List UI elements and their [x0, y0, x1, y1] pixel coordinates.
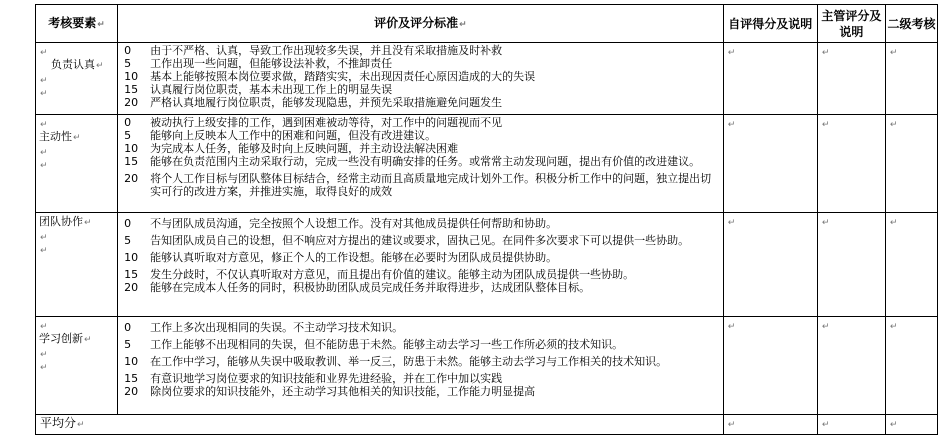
- return-mark-icon: ↵: [40, 233, 48, 243]
- section-name-cell: [36, 43, 118, 115]
- criteria-score: 0: [124, 44, 132, 57]
- criteria-text: 由于不严格、认真，导致工作出现较多失误，并且没有采取措施及时补救: [150, 44, 503, 57]
- return-mark-icon: ↵: [889, 322, 898, 332]
- section-row: [36, 317, 938, 415]
- empty-line: [39, 73, 114, 86]
- criteria-score: 20: [124, 281, 139, 294]
- return-mark-icon: ↵: [40, 161, 48, 171]
- criteria-text: 严格认真地履行岗位职责，能够发现隐患，并预先采取措施避免问题发生: [150, 96, 503, 109]
- criteria-line: [124, 129, 721, 142]
- supervisor-score-cell[interactable]: [817, 317, 885, 415]
- return-mark-icon: ↵: [821, 420, 830, 430]
- criteria-score: 15: [124, 155, 139, 168]
- criteria-line: [124, 251, 721, 264]
- empty-line: [39, 243, 114, 256]
- header-self-text: 自评得分及说明: [728, 16, 813, 31]
- return-mark-icon: ↵: [889, 420, 898, 430]
- average-label: 平均分: [40, 416, 77, 430]
- section-name-text: 负责认真: [51, 58, 95, 71]
- supervisor-score-cell[interactable]: [817, 43, 885, 115]
- return-mark-icon: ↵: [40, 363, 48, 373]
- section-name-text: 主动性: [39, 130, 72, 143]
- return-mark-icon: ↵: [821, 120, 830, 130]
- criteria-line: [124, 57, 721, 70]
- header-criteria-text: 评价及评分标准: [374, 15, 459, 30]
- return-mark-icon: ↵: [97, 19, 105, 30]
- return-mark-icon: ↵: [821, 48, 830, 58]
- return-mark-icon: ↵: [77, 420, 85, 430]
- return-mark-icon: ↵: [821, 218, 830, 228]
- criteria-text: 不与团队成员沟通，完全按照个人设想工作。没有对其他成员提供任何帮助和协助。: [150, 217, 558, 230]
- criteria-text: 基本上能够按照本岗位要求做，踏踏实实，未出现因责任心原因造成的大的失误: [150, 70, 536, 83]
- criteria-line: [124, 268, 721, 281]
- criteria-score: 15: [124, 83, 139, 96]
- criteria-score: 0: [124, 321, 132, 334]
- section-row: [36, 115, 938, 213]
- criteria-line: [124, 172, 721, 198]
- evaluation-table: [35, 4, 938, 435]
- criteria-text: 工作上能够不出现相同的失误，但不能防患于未然。能够主动去学习一些工作所必须的技术知识。: [150, 338, 624, 351]
- return-mark-icon: ↵: [727, 48, 736, 58]
- supervisor-average-cell[interactable]: [817, 415, 885, 435]
- return-mark-icon: ↵: [40, 322, 48, 332]
- secondary-score-cell[interactable]: [885, 43, 937, 115]
- header-element: [36, 5, 118, 43]
- secondary-score-cell[interactable]: [885, 317, 937, 415]
- criteria-text: 工作上多次出现相同的失误。不主动学习技术知识。: [150, 321, 404, 334]
- criteria-line: [124, 96, 721, 109]
- section-row: [36, 43, 938, 115]
- criteria-line: [124, 321, 721, 334]
- return-mark-icon: ↵: [40, 48, 48, 58]
- return-mark-icon: ↵: [727, 120, 736, 130]
- self-score-cell[interactable]: [723, 317, 817, 415]
- empty-line: [39, 158, 114, 171]
- criteria-line: [124, 234, 721, 247]
- header-self: [723, 5, 817, 43]
- empty-line: [39, 319, 114, 332]
- criteria-line: [124, 44, 721, 57]
- criteria-text: 认真履行岗位职责，基本未出现工作上的明显失误: [150, 83, 393, 96]
- section-name-text: 学习创新: [39, 332, 83, 345]
- return-mark-icon: ↵: [40, 350, 48, 360]
- section-name: [39, 130, 114, 145]
- criteria-line: [124, 217, 721, 230]
- section-name-cell: [36, 115, 118, 213]
- criteria-score: 10: [124, 142, 139, 155]
- self-average-cell[interactable]: [723, 415, 817, 435]
- header-supervisor: [817, 5, 885, 43]
- section-name: [39, 332, 114, 347]
- criteria-score: 5: [124, 234, 132, 247]
- criteria-text: 发生分歧时，不仅认真听取对方意见，而且提出有价值的建议。能够主动为团队成员提供一些协助。: [150, 268, 635, 281]
- average-label-cell: [36, 415, 724, 435]
- empty-line: [39, 347, 114, 360]
- criteria-score: 10: [124, 70, 139, 83]
- return-mark-icon: ↵: [889, 48, 898, 58]
- criteria-line: [124, 338, 721, 351]
- section-name: [39, 58, 114, 73]
- section-name: [39, 215, 114, 230]
- return-mark-icon: ↵: [40, 148, 48, 158]
- return-mark-icon: ↵: [889, 218, 898, 228]
- empty-line: [39, 45, 114, 58]
- return-mark-icon: ↵: [821, 322, 830, 332]
- criteria-score: 5: [124, 57, 132, 70]
- header-element-text: 考核要素: [48, 15, 97, 30]
- criteria-text: 能够在负责范围内主动采取行动，完成一些没有明确安排的任务。或常常主动发现问题，提出有价值的改进建议。: [150, 155, 701, 168]
- criteria-text: 在工作中学习，能够从失误中吸取教训、举一反三，防患于未然。能够主动去学习与工作相关的技术知识。: [150, 355, 668, 368]
- return-mark-icon: ↵: [727, 420, 736, 430]
- criteria-text: 为完成本人任务，能够及时向上反映问题，并主动设法解决困难: [150, 142, 459, 155]
- criteria-cell: [118, 43, 724, 115]
- header-criteria: [118, 5, 724, 43]
- average-row: [36, 415, 938, 435]
- criteria-line: [124, 385, 721, 398]
- criteria-text: 被动执行上级安排的工作，遇到困难被动等待，对工作中的问题视而不见: [150, 116, 503, 129]
- return-mark-icon: ↵: [96, 61, 104, 71]
- header-secondary-text: 二级考核: [887, 16, 936, 31]
- section-name-text: 团队协作: [39, 215, 83, 228]
- criteria-score: 10: [124, 251, 139, 264]
- criteria-line: [124, 372, 721, 385]
- return-mark-icon: ↵: [40, 89, 48, 99]
- criteria-text: 能够向上反映本人工作中的困难和问题，但没有改进建议。: [150, 129, 437, 142]
- criteria-score: 20: [124, 172, 139, 185]
- header-secondary: [885, 5, 937, 43]
- criteria-score: 15: [124, 268, 139, 281]
- header-row: [36, 5, 938, 43]
- return-mark-icon: ↵: [40, 76, 48, 86]
- secondary-score-cell[interactable]: [885, 115, 937, 213]
- criteria-line: [124, 355, 721, 368]
- supervisor-score-cell[interactable]: [817, 115, 885, 213]
- criteria-line: [124, 155, 721, 168]
- return-mark-icon: ↵: [84, 218, 92, 228]
- criteria-cell: [118, 213, 724, 317]
- criteria-score: 10: [124, 355, 139, 368]
- criteria-text: 将个人工作目标与团队整体目标结合，经常主动而且高质量地完成计划外工作。积极分析工作中的问题，独立提出切实可行的改进方案，并推进实施，取得良好的成效: [150, 172, 712, 198]
- criteria-cell: [118, 115, 724, 213]
- criteria-text: 告知团队成员自己的设想，但不响应对方提出的建议或要求，固执己见。在同件多次要求下可以提供一些协助。: [150, 234, 690, 247]
- criteria-score: 0: [124, 217, 132, 230]
- criteria-text: 有意识地学习岗位要求的知识技能和业界先进经验，并在工作中加以实践: [150, 372, 503, 385]
- return-mark-icon: ↵: [40, 246, 48, 256]
- section-row: [36, 213, 938, 317]
- return-mark-icon: ↵: [727, 322, 736, 332]
- empty-line: [39, 230, 114, 243]
- header-supervisor-text: 主管评分及说明: [821, 8, 882, 39]
- section-name-cell: [36, 317, 118, 415]
- criteria-score: 15: [124, 372, 139, 385]
- empty-line: [39, 145, 114, 158]
- criteria-line: [124, 142, 721, 155]
- empty-line: [39, 86, 114, 99]
- secondary-score-cell[interactable]: [885, 213, 937, 317]
- return-mark-icon: ↵: [84, 335, 92, 345]
- section-name-cell: [36, 213, 118, 317]
- criteria-cell: [118, 317, 724, 415]
- return-mark-icon: ↵: [459, 19, 467, 30]
- criteria-text: 工作出现一些问题，但能够设法补救，不推卸责任: [150, 57, 393, 70]
- return-mark-icon: ↵: [40, 120, 48, 130]
- supervisor-score-cell[interactable]: [817, 213, 885, 317]
- return-mark-icon: ↵: [889, 120, 898, 130]
- criteria-text: 能够认真听取对方意见，修正个人的工作设想。能够在必要时为团队成员提供协助。: [150, 251, 558, 264]
- evaluation-form: [35, 4, 938, 436]
- secondary-average-cell[interactable]: [885, 415, 937, 435]
- criteria-score: 20: [124, 96, 139, 109]
- criteria-score: 0: [124, 116, 132, 129]
- criteria-text: 能够在完成本人任务的同时，积极协助团队成员完成任务并取得进步，达成团队整体目标。: [150, 281, 591, 294]
- criteria-line: [124, 70, 721, 83]
- criteria-score: 20: [124, 385, 139, 398]
- criteria-line: [124, 281, 721, 294]
- self-score-cell[interactable]: [723, 115, 817, 213]
- empty-line: [39, 360, 114, 373]
- criteria-line: [124, 116, 721, 129]
- criteria-score: 5: [124, 129, 132, 142]
- self-score-cell[interactable]: [723, 43, 817, 115]
- criteria-score: 5: [124, 338, 132, 351]
- return-mark-icon: ↵: [73, 133, 81, 143]
- empty-line: [39, 117, 114, 130]
- criteria-text: 除岗位要求的知识技能外，还主动学习其他相关的知识技能，工作能力明显提高: [150, 385, 536, 398]
- return-mark-icon: ↵: [727, 218, 736, 228]
- self-score-cell[interactable]: [723, 213, 817, 317]
- criteria-line: [124, 83, 721, 96]
